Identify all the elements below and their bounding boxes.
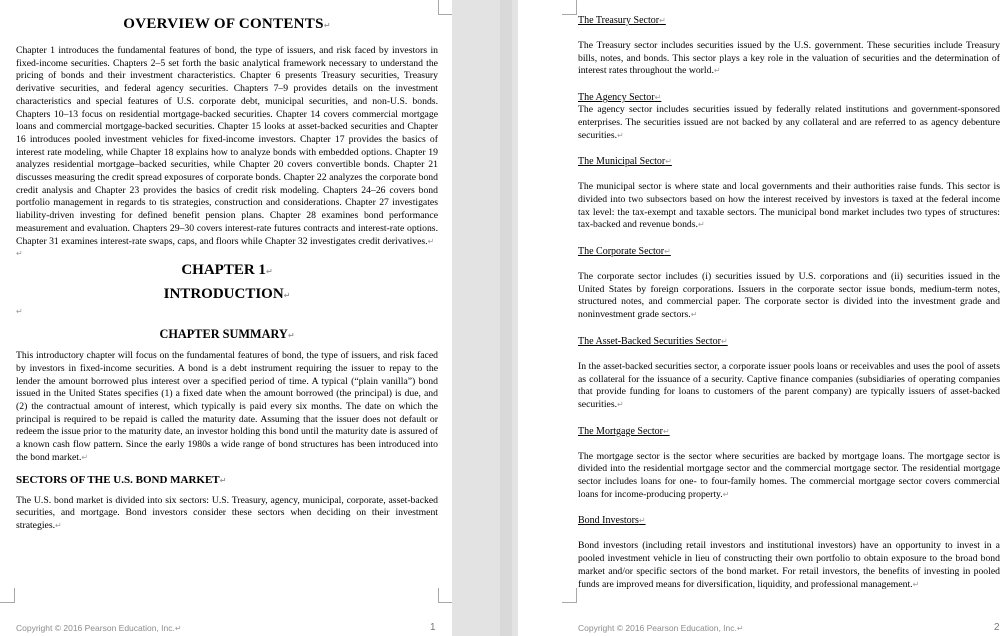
page-corner-mark [562, 588, 577, 603]
page-corner-mark [0, 588, 15, 603]
sector-heading: The Mortgage Sector↵ [578, 425, 670, 437]
sector-paragraph: The agency sector includes securities issued by federally related institutions and government-sponsored enterprises. The securities issued are not backed by any collateral and are referred to as agency debenture securities.↵ [578, 104, 1000, 141]
page-2-body[interactable] [578, 14, 1000, 591]
sector-heading: The Asset-Backed Securities Sector↵ [578, 335, 728, 347]
page-number: 2 [994, 622, 1000, 633]
page-footer: Copyright © 2016 Pearson Education, Inc.↵ [578, 623, 744, 633]
sector-paragraph: The corporate sector includes (i) securities issued by U.S. corporations and (ii) securities issued in the United States by foreign corporations. Issuers in the corporate sector issue bonds, medium-term notes, structured notes, and commercial paper. The corporate sector is divided into the investment grade and noninvestment grade sectors.↵ [578, 271, 1000, 321]
sector-paragraph: The municipal sector is where state and local governments and their authorities raise funds. This sector is divided into two subsectors based on how the interest received by investors is taxed at the federal income tax level: the tax-exempt and taxable sectors. The municipal bond market includes two types of structures: tax-backed and revenue bonds.↵ [578, 181, 1000, 231]
overview-heading: OVERVIEW OF CONTENTS↵ [123, 16, 331, 32]
page-corner-mark [438, 588, 452, 603]
page-1-body[interactable] [16, 12, 438, 533]
chapter-title: INTRODUCTION↵ [163, 286, 291, 303]
sector-block [578, 155, 1000, 232]
page-footer: Copyright © 2016 Pearson Education, Inc.↵ [16, 623, 182, 633]
sector-paragraph: The Treasury sector includes securities issued by the U.S. government. These securities include Treasury bills, notes, and bonds. This sector plays a key role in the valuation of securities and the determination of interest rates throughout the world.↵ [578, 40, 1000, 77]
page-corner-mark [562, 0, 577, 15]
page-corner-mark [438, 0, 452, 15]
sector-block [578, 245, 1000, 322]
sector-paragraph: In the asset-backed securities sector, a corporate issuer pools loans or receivables and uses the pool of assets as collateral for the issuance of a security. Captive finance companies (subsidiaries of operating companies that provide funding for loans to customers of the parent company) are typically issuers of asset-backed securities.↵ [578, 360, 1000, 410]
chapter-summary-paragraph: This introductory chapter will focus on the fundamental features of bond, the type of issuers, and risk faced by investors in fixed-income securities. A bond is a debt instrument requiring the issuer to repay to the lender the amount borrowed plus interest over a specified period of time. A typical (“plain vanilla”) bond issued in the United States specifies (1) a fixed date when the amount borrowed (the principal) is due, and (2) the contractual amount of interest, which typically is paid every six months. The date on which the principal is required to be repaid is called the maturity date. Assuming that the issuer does not default or redeem the issue prior to the maturity date, an investor holding this bond until the maturity date is assured of a known cash flow pattern. Since the early 1980s a wide range of bond structures has been introduced into the bond market.↵ [16, 350, 438, 463]
page-gutter [452, 0, 518, 636]
overview-paragraph: Chapter 1 introduces the fundamental features of bond, the type of issuers, and risk faced by investors in fixed-income securities. Chapters 2–5 set forth the basic analytical framework necessary to understand the pricing of bonds and their investment characteristics. Chapter 6 presents Treasury securities, Treasury derivative securities, and federal agency securities. Chapters 7–9 provides details on the investment characteristics and special features of U.S. corporate debt, municipal securities, and non-U.S. bonds. Chapters 10–13 focus on residential mortgage-backed securities. Chapter 14 covers commercial mortgage loans and commercial mortgage-backed securities. Chapter 15 looks at asset-backed securities and Chapter 16 introduces pooled investment vehicles for fixed-income investors. Chapter 17 provides the basics of interest rate modeling, while Chapter 18 explains how to analyze bonds with embedded options. Chapter 19 analyzes residential mortgage–backed securities, while Chapter 20 covers convertible bonds. Chapter 21 discusses measuring the credit spread exposures of corporate bonds. Chapter 22 analyzes the corporate bond credit analysis and Chapter 23 provides the basics of credit risk modeling. Chapters 24–26 covers bond portfolio management in regards to tis strategies, construction and considerations. Chapter 27 investigates liability-driven investing for defined benefit pension plans. Chapter 28 examines bond performance measurement and evaluation. Chapters 29–30 covers interest-rate futures contracts and interest-rate options. Chapter 31 examines interest-rate swaps, caps, and floors while Chapter 32 investigates credit derivatives.↵ [16, 45, 438, 247]
sector-block [578, 14, 1000, 78]
page-number: 1 [430, 622, 436, 633]
section-paragraph: The U.S. bond market is divided into six sectors: U.S. Treasury, agency, municipal, corporate, asset-backed securities, and mortgage. Bond investors consider these sectors when deciding on their investment strategies.↵ [16, 494, 438, 531]
sector-block [578, 335, 1000, 412]
sector-heading: The Municipal Sector↵ [578, 156, 672, 168]
document-page-1 [0, 0, 452, 636]
sector-heading: Bond Investors↵ [578, 515, 646, 527]
sector-heading: The Agency Sector↵ [578, 92, 662, 104]
sector-block [578, 91, 1000, 142]
document-page-2 [518, 0, 1008, 636]
sector-block [578, 425, 1000, 502]
chapter-summary-heading: CHAPTER SUMMARY↵ [159, 327, 295, 342]
empty-paragraph: ↵ [16, 307, 23, 317]
sector-paragraph: Bond investors (including retail investors and institutional investors) have an opportunity to invest in a pooled investment vehicle in lieu of constructing their own portfolio to obtain exposure to the broad bond market and/or specific sectors of the bond market. For retail investors, the benefits of investing in pooled funds are improved means for diversification, liquidity, and professional management.↵ [578, 540, 1000, 590]
sector-block [578, 514, 1000, 591]
chapter-number: CHAPTER 1↵ [181, 262, 273, 279]
empty-paragraph: ↵ [16, 249, 23, 259]
scroll-divider[interactable] [500, 0, 512, 636]
section-heading: SECTORS OF THE U.S. BOND MARKET↵ [16, 473, 227, 486]
sector-heading: The Corporate Sector↵ [578, 246, 671, 258]
sector-heading: The Treasury Sector↵ [578, 15, 666, 26]
sector-paragraph: The mortgage sector is the sector where securities are backed by mortgage loans. The mortgage sector is divided into the residential mortgage sector and the commercial mortgage sector. The residential mortgage sector includes loans for one- to four-family homes. The commercial mortgage sector covers commercial loans for income-producing property.↵ [578, 450, 1000, 500]
